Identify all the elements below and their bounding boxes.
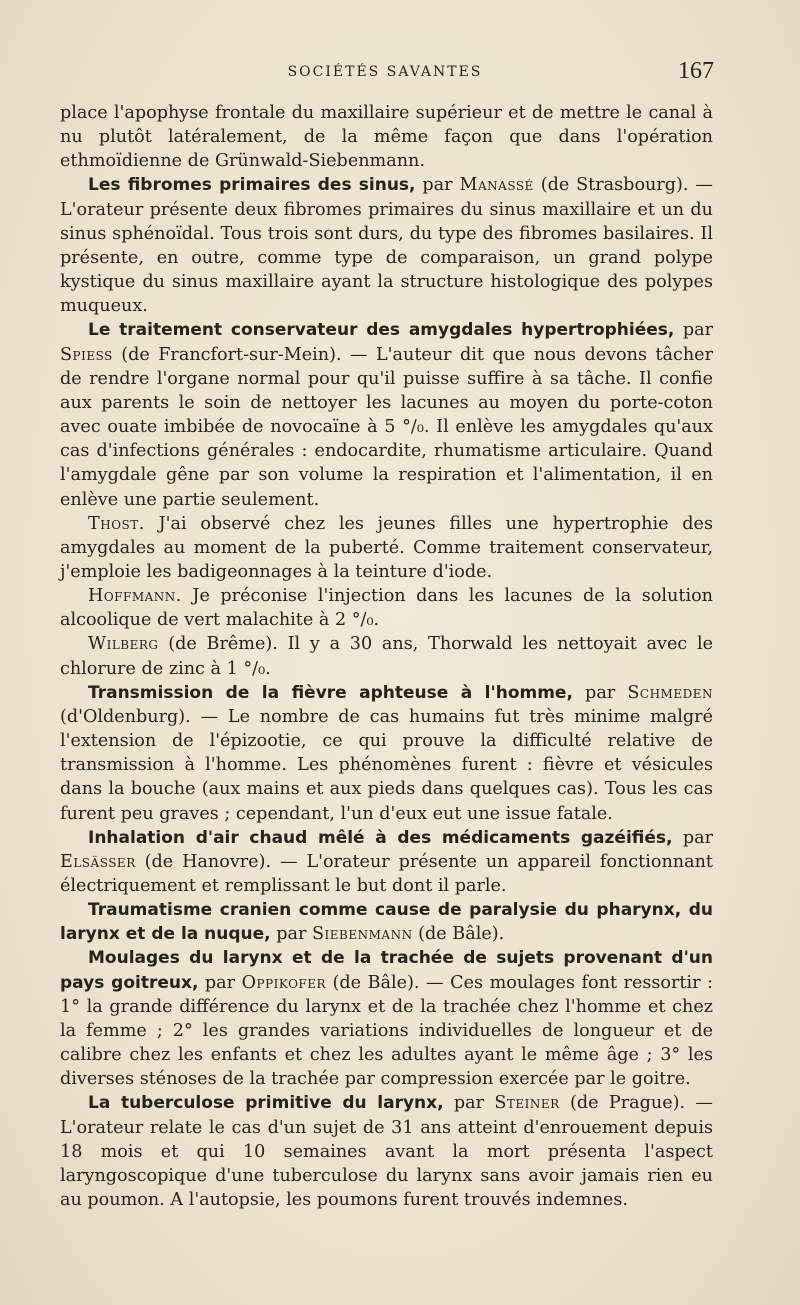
paragraph-hoffmann <box>60 584 713 632</box>
section-title: Inhalation d'air chaud mêlé à des médicaments gazéifiés, <box>88 827 673 848</box>
paragraph-traumatisme <box>60 898 713 946</box>
by-word: par <box>674 320 713 341</box>
by-word: par <box>198 972 242 993</box>
paragraph-wilberg <box>60 632 713 680</box>
section-title: Le traitement conservateur des amygdales hypertrophiées, <box>88 320 675 341</box>
paragraph-text: (d'Oldenburg). — Le nombre de cas humains fut très minime malgré l'extension de l'épizootie, ce qui prouve la difficulté relative de transmission à l'homme. Les phénomènes furent : fièvre et vésicules dans la bouche (aux mains et aux pieds dans quelques cas). Tous les cas furent peu graves ; cependant, l'un d'eux eut une issue fatale. <box>60 706 713 824</box>
author-name: Oppikofer <box>241 972 327 993</box>
author-name: Steiner <box>494 1093 560 1114</box>
paragraph-inhalation <box>60 826 713 898</box>
by-word: par <box>672 827 713 848</box>
author-name: Elsässer <box>60 851 136 872</box>
section-title: La tuberculose primitive du larynx, <box>88 1093 444 1114</box>
paragraph-continuation <box>60 101 713 173</box>
paragraph-fievre-aphteuse <box>60 681 713 826</box>
paragraph-text: place l'apophyse frontale du maxillaire supérieur et de mettre le canal à nu plutôt latéralement, de la même façon que dans l'opération ethmoïdienne de Grünwald-Siebenmann. <box>60 103 713 172</box>
running-head <box>60 58 714 88</box>
paragraph-text: (de Bâle). — Ces moulages font ressortir : 1° la grande différence du larynx et de la trachée chez l'homme et chez la femme ; 2° les grandes variations individuelles de longueur et de calibre chez les enfants et chez les adultes ayant le même âge ; 3° les diverses sténoses de la trachée par compression exercée par le goitre. <box>60 972 713 1090</box>
section-title: Transmission de la fièvre aphteuse à l'homme, <box>88 682 573 703</box>
by-word: par <box>572 682 628 703</box>
paragraph-thost <box>60 512 713 584</box>
paragraph-text: (de Francfort-sur-Mein). — L'auteur dit que nous devons tâcher de rendre l'organe normal pour qu'il puisse suffire à sa tâche. Il confie aux parents le soin de nettoyer les lacunes au moyen du porte-coton avec ouate imbibée de novocaïne à 5 °/₀. Il enlève les amygdales qu'aux cas d'infections générales : endocardite, rhumatisme articulaire. Quand l'amygdale gêne par son volume la respiration et l'alimentation, il en enlève une partie seulement. <box>60 344 713 510</box>
paragraph-fibromes-sinus <box>60 173 713 318</box>
section-title: Traumatisme cranien comme cause de paralysie du pharynx, du larynx et de la nuque, <box>60 900 713 945</box>
section-title: Moulages du larynx et de la trachée de sujets provenant d'un pays goitreux, <box>60 948 713 993</box>
author-name: Thost. <box>88 513 145 534</box>
by-word: par <box>415 175 460 196</box>
paragraph-moulages <box>60 946 713 1091</box>
paragraph-text: J'ai observé chez les jeunes filles une hypertrophie des amygdales au moment de la puberté. Comme traitement conservateur, j'emploie les badigeonnages à la teinture d'iode. <box>60 513 713 582</box>
paragraph-text: Je préconise l'injection dans les lacunes de la solution alcoolique de vert malachite à 2 °/₀. <box>60 586 713 631</box>
page-number: 167 <box>678 58 714 84</box>
paragraph-text: (de Prague). — L'orateur relate le cas d'un sujet de 31 ans atteint d'enrouement depuis 18 mois et qui 10 semaines avant la mort présenta l'aspect laryngoscopique d'une tuberculose du larynx sans avoir jamais rien eu au poumon. A l'autopsie, les poumons furent trouvés indemnes. <box>60 1093 713 1211</box>
author-name: Schmeden <box>627 682 713 703</box>
author-name: Spiess <box>60 344 113 365</box>
author-name: Manassé <box>459 175 534 196</box>
running-title: SOCIÉTÉS SAVANTES <box>287 64 483 80</box>
author-name: Siebenmann <box>311 924 413 945</box>
paragraph-tuberculose <box>60 1091 713 1212</box>
paragraph-text: (de Bâle). <box>412 924 505 945</box>
author-name: Wilberg <box>88 634 159 655</box>
section-title: Les fibromes primaires des sinus, <box>88 175 416 196</box>
by-word: par <box>443 1093 495 1114</box>
by-word: par <box>270 924 312 945</box>
paragraph-amygdales <box>60 318 713 511</box>
author-name: Hoffmann. <box>88 586 182 607</box>
paragraph-text: (de Strasbourg). — L'orateur présente deux fibromes primaires du sinus maxillaire et un du sinus sphénoïdal. Tous trois sont durs, du type des fibromes basilaires. Il présente, en outre, comme type de comparaison, un grand polype kystique du sinus maxillaire ayant la structure histologique des polypes muqueux. <box>60 175 713 317</box>
paragraph-text: (de Brême). Il y a 30 ans, Thorwald les nettoyait avec le chlorure de zinc à 1 °/₀. <box>60 634 713 679</box>
paragraph-text: (de Hanovre). — L'orateur présente un appareil fonctionnant électriquement et remplissant le but dont il parle. <box>60 851 713 896</box>
body-text <box>60 101 713 1212</box>
